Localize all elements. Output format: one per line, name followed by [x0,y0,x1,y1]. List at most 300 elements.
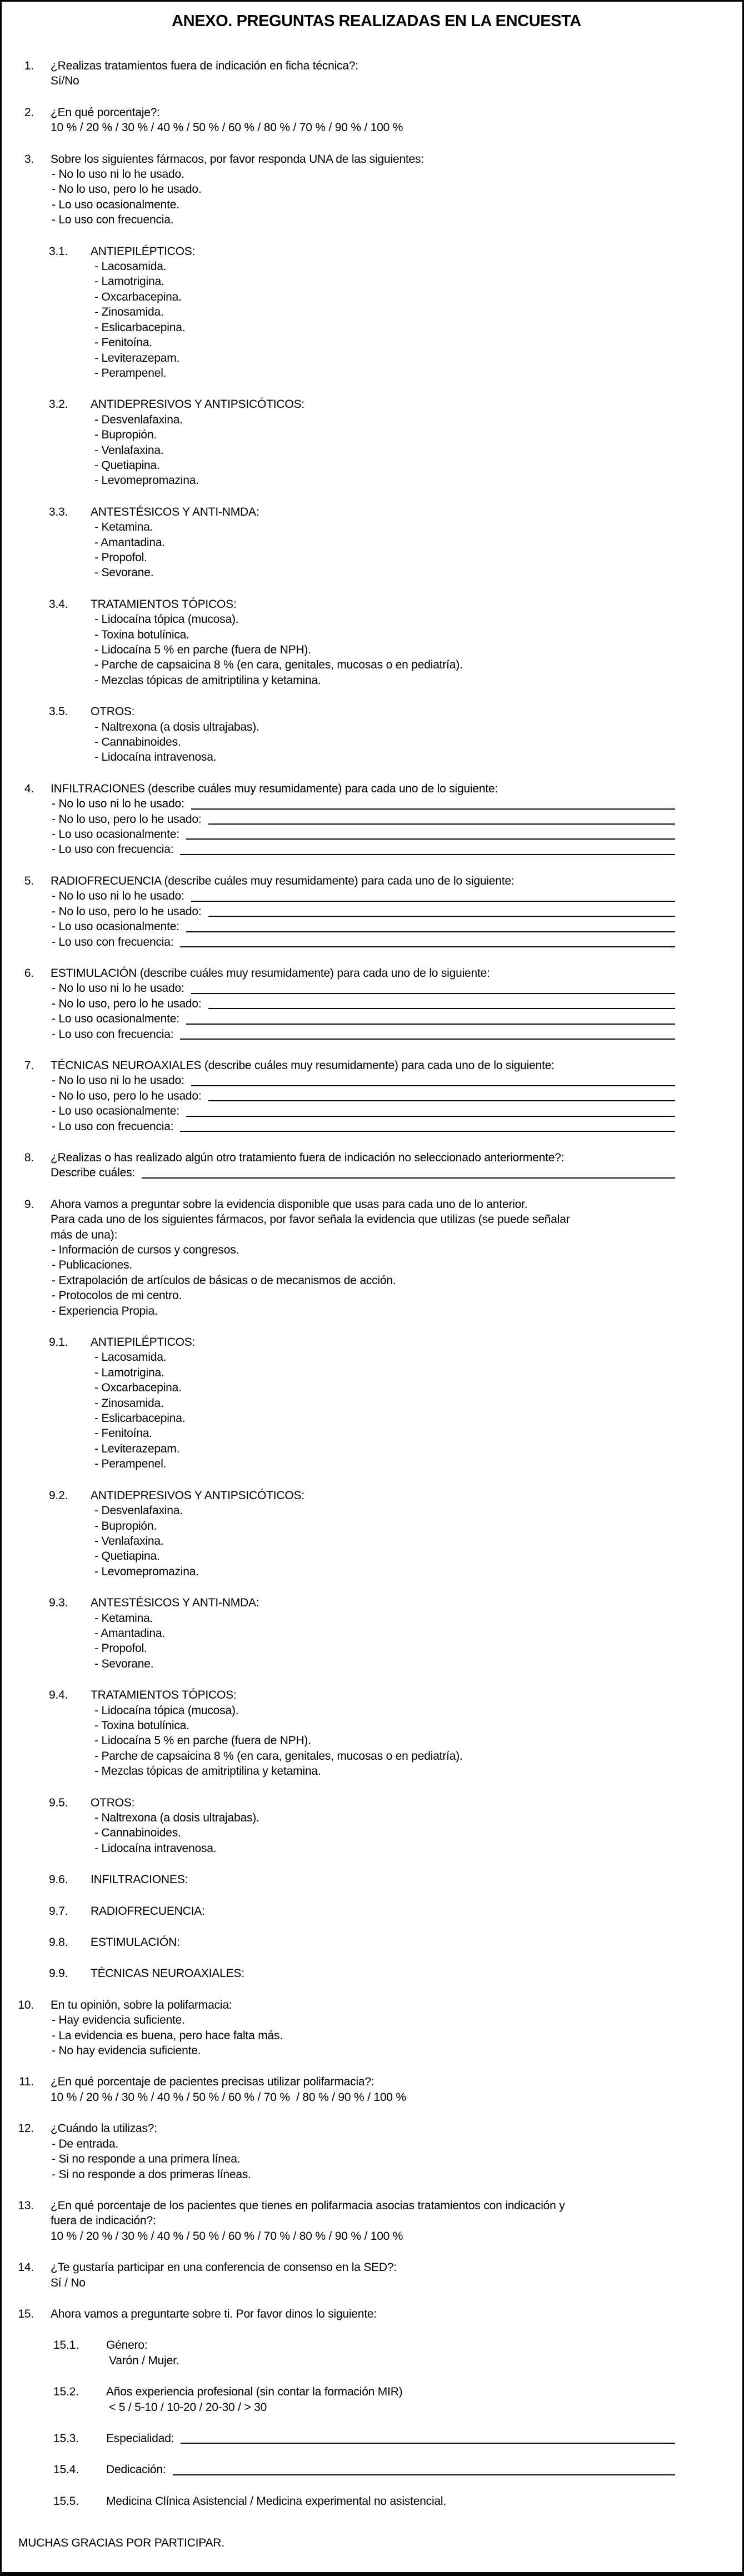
section-heading-row [17,1688,736,1703]
drug-label: Levomepromazina. [101,1565,199,1578]
question-number: 5. [24,874,34,887]
answer-blank-line [186,827,675,840]
option-label: - No lo uso ni lo he usado: [58,797,184,811]
question-block [17,873,736,950]
drug-label: Mezclas tópicas de amitriptilina y ketamina. [101,1765,321,1778]
question-first-row [17,1058,736,1073]
drug-label: Eslicarbacepina. [101,1412,186,1425]
drug-label: Oxcarbacepina. [101,290,182,303]
drug-label: Lacosamida. [101,1351,167,1364]
answer-blank-line [208,1089,675,1101]
question-block [17,1795,736,1856]
option-item [17,2043,736,2058]
option-item [17,1288,736,1303]
drug-item [17,1411,736,1426]
drug-item [17,1519,736,1534]
option-label: Protocolos de mi centro. [58,1289,182,1302]
question-block [17,704,736,765]
drug-item [17,473,736,488]
subquestion-text: Medicina Clínica Asistencial / Medicina experimental no asistencial. [106,2494,447,2508]
option-label: - Lo uso con frecuencia: [58,1120,174,1133]
question-number: 8. [24,1151,34,1164]
option-label: Experiencia Propia. [58,1304,158,1317]
answer-options: 10 % / 20 % / 30 % / 40 % / 50 % / 60 % / 70 % / 80 % / 90 % / 100 % [51,2090,406,2104]
question-block [17,1595,736,1671]
option-label: Lo uso ocasionalmente. [58,198,179,211]
question-block [17,1935,736,1950]
option-label: - No lo uso, pero lo he usado: [58,812,202,826]
subquestion-heading-row [17,2462,736,2477]
option-label: Lo uso con frecuencia. [58,213,174,227]
question-number: 12. [18,2122,34,2135]
subquestion-heading-row [17,2338,736,2353]
drug-item [17,1718,736,1733]
section-number: 3.4. [49,597,68,611]
answer-options: Varón / Mujer. [109,2354,179,2367]
answer-blank-line [208,904,675,917]
option-item [17,212,736,227]
question-block [17,1488,736,1579]
option-item-with-line [17,796,736,811]
section-number: 9.1. [49,1336,68,1349]
section-number: 9.7. [49,1904,68,1918]
subquestion-text: Años experiencia profesional (sin contar la formación MIR) [106,2385,403,2399]
section-number: 3.1. [49,244,68,258]
section-heading: ANTIEPILÉPTICOS: [91,1336,196,1349]
drug-label: Ketamina. [101,1611,153,1625]
drug-item [17,274,736,289]
question-first-row [17,152,736,167]
question-block [17,2338,736,2368]
drug-item [17,627,736,642]
question-text: ¿Cuándo la utilizas?: [51,2122,157,2135]
option-item-with-line [17,919,736,934]
drug-label: Lidocaína tópica (mucosa). [101,1704,239,1717]
question-first-row [17,105,736,120]
section-heading-row [17,1795,736,1810]
drug-label: Lacosamida. [101,260,167,273]
section-heading-row [17,1488,736,1503]
drug-label: Perampenel. [101,1457,167,1471]
question-first-row [17,2121,736,2136]
subquestion-number: 15.4. [53,2463,79,2477]
drug-item [17,1810,736,1825]
question-text: Ahora vamos a preguntar sobre la evidencia disponible que usas para cada uno de lo anterior. [51,1197,528,1211]
option-item [17,1304,736,1319]
drug-item [17,412,736,427]
question-text: RADIOFRECUENCIA (describe cuáles muy resumidamente) para cada uno de lo siguiente: [51,874,515,887]
question-block [17,244,736,381]
option-label: - No lo uso, pero lo he usado: [58,997,202,1010]
drug-label: Desvenlafaxina. [101,413,183,426]
drug-item [17,1611,736,1626]
option-label: Describe cuáles: [51,1166,136,1180]
question-block [17,58,736,89]
option-label: Extrapolación de artículos de básicas o de mecanismos de acción. [58,1274,396,1287]
section-heading-row [17,505,736,520]
drug-label: Mezclas tópicas de amitriptilina y ketamina. [101,673,321,687]
answer-blank-line [181,2431,675,2444]
question-text: Ahora vamos a preguntarte sobre ti. Por favor dinos lo siguiente: [51,2307,377,2320]
drug-item [17,351,736,366]
option-item-with-line [17,812,736,827]
option-item-with-line [17,1027,736,1042]
question-number: 14. [18,2261,34,2274]
subquestion-text: Dedicación: [106,2463,166,2477]
question-text: Para cada uno de los siguientes fármacos, por favor señala la evidencia que utilizas (se puede señalar [51,1213,570,1226]
answer-blank-line [208,812,675,825]
drug-item [17,550,736,565]
question-block [17,105,736,136]
question-block [17,2384,736,2415]
drug-item [17,1703,736,1718]
question-number: 9. [24,1197,34,1211]
question-first-row [17,2307,736,2322]
section-number: 9.4. [49,1689,68,1702]
section-number: 3.3. [49,505,68,518]
drug-item [17,304,736,319]
section-number: 9.5. [49,1796,68,1809]
drug-label: Venlafaxina. [101,443,164,457]
question-first-row [17,2198,736,2213]
question-block [17,2198,736,2244]
question-block [17,397,736,488]
drug-label: Levomepromazina. [101,474,199,487]
option-item-with-line [17,888,736,903]
drug-item [17,427,736,442]
section-number: 3.5. [49,705,68,718]
option-item-with-line [17,1104,736,1119]
drug-label: Parche de capsaicina 8 % (en cara, genitales, mucosas o en pediatría). [101,658,463,672]
question-block [17,966,736,1042]
question-text: En tu opinión, sobre la polifarmacia: [51,1998,232,2011]
question-block [17,2462,736,2477]
section-heading: ANTESTÉSICOS Y ANTI-NMDA: [91,505,259,518]
drug-label: Zinosamida. [101,1396,164,1410]
drug-label: Eslicarbacepina. [101,321,186,334]
drug-label: Naltrexona (a dosis ultrajabas). [101,720,259,733]
section-heading: INFILTRACIONES: [91,1873,188,1886]
subquestion-heading-row [17,2431,736,2446]
drug-label: Cannabinoides. [101,1826,181,1840]
drug-item [17,366,736,381]
section-heading: RADIOFRECUENCIA: [91,1904,205,1918]
option-label: - Lo uso ocasionalmente: [58,1105,179,1118]
section-heading: OTROS: [91,1796,135,1809]
question-first-row [17,1998,736,2013]
option-item [17,167,736,182]
drug-label: Perampenel. [101,366,167,380]
option-label: - No lo uso, pero lo he usado: [58,905,202,918]
option-label: Publicaciones. [58,1259,133,1272]
drug-item [17,1749,736,1764]
question-first-row [17,58,736,73]
section-heading: TRATAMIENTOS TÓPICOS: [91,1689,237,1702]
drug-item [17,1534,736,1549]
answer-blank-line [180,842,675,855]
drug-label: Ketamina. [101,521,153,534]
drug-label: Sevorane. [101,566,154,580]
option-item-with-line [17,935,736,950]
question-text: INFILTRACIONES (describe cuáles muy resumidamente) para cada uno de lo siguiente: [51,782,498,795]
option-label: - No lo uso ni lo he usado: [58,1074,184,1087]
drug-label: Quetiapina. [101,458,160,472]
question-text: más de una): [51,1228,118,1241]
question-text: ¿En qué porcentaje?: [51,106,160,119]
drug-item [17,1350,736,1365]
option-item-with-line [17,904,736,919]
question-first-row [17,2074,736,2089]
answer-blank-line [186,919,675,932]
question-block [17,1688,736,1779]
question-block [17,1998,736,2059]
drug-item [17,320,736,335]
question-block [17,597,736,688]
drug-item [17,565,736,580]
drug-item [17,720,736,735]
drug-item [17,535,736,550]
option-label: - Lo uso ocasionalmente: [58,1012,179,1026]
section-heading-row [17,597,736,612]
answer-blank-line [191,981,675,994]
option-item-with-line [17,1011,736,1026]
answer-blank-line [191,796,675,809]
question-text: Sobre los siguientes fármacos, por favor responda UNA de las siguientes: [51,152,424,166]
drug-label: Leviterazepam. [101,351,180,365]
question-block [17,2074,736,2105]
answer-blank-line [191,1073,675,1086]
subquestion-number: 15.3. [53,2432,79,2445]
drug-label: Sevorane. [101,1657,154,1670]
drug-item [17,458,736,473]
question-block [17,1150,736,1181]
drug-label: Bupropión. [101,1519,157,1532]
option-item [17,2136,736,2151]
option-item [17,1273,736,1288]
option-item-with-line [17,827,736,842]
section-number: 9.3. [49,1596,68,1610]
section-number: 9.8. [49,1936,68,1949]
question-number: 13. [18,2199,34,2212]
drug-label: Parche de capsaicina 8 % (en cara, genitales, mucosas o en pediatría). [101,1749,463,1763]
section-heading: ANTESTÉSICOS Y ANTI-NMDA: [91,1596,259,1610]
question-block [17,1058,736,1134]
answer-blank-line [180,1119,675,1132]
drug-item [17,1841,736,1856]
question-block [17,505,736,581]
option-item-with-line [17,1089,736,1104]
answer-options: 10 % / 20 % / 30 % / 40 % / 50 % / 60 % / 70 % / 80 % / 90 % / 100 % [51,2229,403,2243]
option-item [17,1257,736,1272]
option-label: Si no responde a una primera línea. [58,2153,241,2166]
drug-label: Lamotrigina. [101,275,164,288]
option-item-with-line [17,1073,736,1088]
section-heading-row [17,397,736,412]
option-item-with-line [17,1165,736,1180]
section-heading-row [17,1335,736,1350]
question-first-row [17,966,736,981]
option-item [17,197,736,212]
drug-item [17,1456,736,1471]
drug-item [17,1626,736,1641]
option-label: - No lo uso, pero lo he usado: [58,1089,202,1102]
section-number: 9.2. [49,1489,68,1502]
answer-options: Sí/No [51,74,79,88]
question-number: 1. [24,59,34,72]
drug-item [17,750,736,765]
drug-item [17,1549,736,1564]
drug-item [17,1733,736,1748]
question-block [17,2307,736,2322]
question-text: ESTIMULACIÓN (describe cuáles muy resumidamente) para cada uno de lo siguiente: [51,966,490,980]
question-block [17,152,736,228]
questions-container [17,58,736,2509]
question-block [17,2121,736,2182]
section-heading-row [17,1595,736,1610]
drug-item [17,657,736,672]
question-number: 2. [24,106,34,119]
answer-blank-line [142,1165,675,1178]
option-label: - No lo uso ni lo he usado: [58,890,184,903]
question-number: 3. [24,152,34,166]
option-item-with-line [17,842,736,857]
drug-label: Leviterazepam. [101,1442,180,1455]
drug-item [17,642,736,657]
drug-item [17,1380,736,1395]
option-label: - Lo uso con frecuencia: [58,935,174,948]
question-text: ¿Realizas o has realizado algún otro tratamiento fuera de indicación no seleccionado anteriormente?: [51,1151,565,1164]
drug-item [17,1365,736,1380]
drug-label: Toxina botulínica. [101,1719,189,1732]
drug-item [17,673,736,688]
drug-label: Propofol. [101,551,147,564]
option-label: Hay evidencia suficiente. [58,2014,185,2027]
question-number: 10. [18,1998,34,2011]
drug-label: Fenitoína. [101,1427,152,1440]
drug-label: Zinosamida. [101,306,164,319]
question-block [17,1872,736,1887]
question-first-row [17,1197,736,1212]
answer-blank-line [180,935,675,947]
option-item [17,182,736,197]
section-heading-row [17,1935,736,1950]
drug-label: Oxcarbacepina. [101,1381,182,1395]
drug-label: Naltrexona (a dosis ultrajabas). [101,1811,259,1824]
drug-label: Fenitoína. [101,336,152,350]
answer-blank-line [208,996,675,1009]
drug-item [17,1396,736,1411]
drug-label: Lidocaína intravenosa. [101,1841,217,1855]
drug-label: Cannabinoides. [101,736,181,749]
section-heading-row [17,1872,736,1887]
question-block [17,1966,736,1981]
drug-label: Venlafaxina. [101,1534,164,1547]
footer-text: MUCHAS GRACIAS POR PARTICIPAR. [18,2537,224,2550]
question-text: ¿En qué porcentaje de pacientes precisas utilizar polifarmacia?: [51,2075,375,2089]
option-item [17,2013,736,2028]
option-item [17,2028,736,2043]
drug-item [17,1641,736,1656]
section-heading-row [17,244,736,259]
drug-item [17,1656,736,1671]
option-item-with-line [17,1119,736,1134]
section-heading: ANTIDEPRESIVOS Y ANTIPSICÓTICOS: [91,398,304,411]
drug-item [17,1564,736,1579]
option-label: Información de cursos y congresos. [58,1244,239,1256]
answer-blank-line [173,2462,675,2475]
section-heading: TÉCNICAS NEUROAXIALES: [91,1967,244,1980]
question-text: TÉCNICAS NEUROAXIALES (describe cuáles muy resumidamente) para cada uno de lo siguiente: [51,1059,555,1072]
drug-item [17,335,736,350]
subquestion-heading-row [17,2384,736,2399]
section-heading-row [17,704,736,719]
option-label: De entrada. [58,2137,118,2150]
question-first-row [17,781,736,796]
drug-label: Amantadina. [101,536,165,549]
drug-item [17,259,736,274]
question-number: 11. [18,2075,34,2089]
subquestion-text: Género: [106,2339,148,2352]
drug-item [17,289,736,304]
drug-item [17,1441,736,1456]
section-heading-row [17,1904,736,1919]
section-heading: ANTIEPILÉPTICOS: [91,244,196,258]
option-item-with-line [17,981,736,996]
option-item [17,2167,736,2182]
page-title: ANEXO. PREGUNTAS REALIZADAS EN LA ENCUESTA [172,12,581,30]
question-block [17,2431,736,2446]
question-block [17,2494,736,2509]
question-number: 15. [18,2307,34,2320]
drug-label: Lidocaína tópica (mucosa). [101,613,239,626]
drug-item [17,1426,736,1441]
question-text: ¿En qué porcentaje de los pacientes que tienes en polifarmacia asocias tratamientos con indicación y [51,2199,565,2212]
drug-item [17,1825,736,1840]
drug-item [17,520,736,535]
question-text: ¿Te gustaría participar en una conferencia de consenso en la SED?: [51,2261,397,2274]
question-block [17,1197,736,1319]
drug-item [17,735,736,750]
subquestion-text: Especialidad: [106,2432,174,2445]
drug-label: Propofol. [101,1642,147,1655]
answer-options: < 5 / 5-10 / 10-20 / 20-30 / > 30 [109,2400,267,2414]
subquestion-number: 15.2. [53,2385,79,2399]
section-heading: ANTIDEPRESIVOS Y ANTIPSICÓTICOS: [91,1489,304,1502]
section-heading: ESTIMULACIÓN: [91,1936,180,1949]
option-item [17,2151,736,2166]
question-block [17,781,736,857]
question-text: ¿Realizas tratamientos fuera de indicación en ficha técnica?: [51,59,358,72]
question-block [17,1335,736,1472]
option-label: No hay evidencia suficiente. [58,2044,201,2058]
drug-item [17,612,736,627]
section-number: 9.6. [49,1873,68,1886]
option-item-with-line [17,996,736,1011]
question-block [17,1904,736,1919]
subquestion-heading-row [17,2494,736,2509]
option-label: - Lo uso con frecuencia: [58,843,174,856]
answer-options: 10 % / 20 % / 30 % / 40 % / 50 % / 60 % / 80 % / 70 % / 90 % / 100 % [51,121,403,134]
option-label: - Lo uso ocasionalmente: [58,828,179,841]
drug-label: Lamotrigina. [101,1366,164,1379]
answer-blank-line [186,1104,675,1116]
question-number: 7. [24,1059,34,1072]
option-label: - Lo uso con frecuencia: [58,1027,174,1041]
question-first-row [17,2260,736,2275]
question-first-row [17,1150,736,1165]
answer-options: Sí / No [51,2276,86,2289]
section-heading-row [17,1966,736,1981]
